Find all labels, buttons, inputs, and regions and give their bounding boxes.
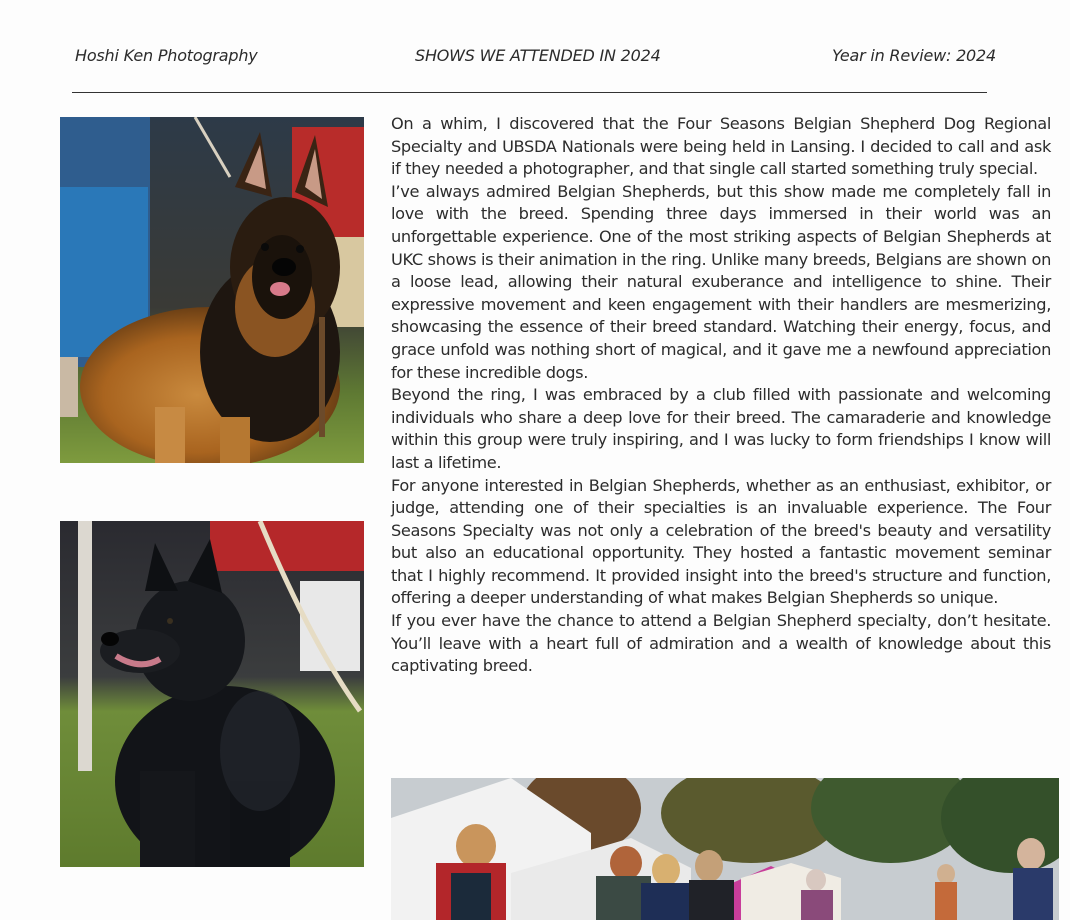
header-site-name: Hoshi Ken Photography xyxy=(75,46,258,65)
article-body xyxy=(391,113,1051,678)
article-paragraph-5: If you ever have the chance to attend a Belgian Shepherd specialty, don’t hesitate. You’ll leave with a heart full of admiration and a wealth of knowledge about this captivating breed. xyxy=(391,611,1051,676)
tervuren-photo xyxy=(60,117,364,463)
show-grounds-photo xyxy=(391,778,1059,920)
article-paragraph-1: On a whim, I discovered that the Four Seasons Belgian Shepherd Dog Regional Specialty and UBSDA Nationals were being held in Lansing. I decided to call and ask if they needed a photographer, and that single call started something truly special. xyxy=(391,114,1051,179)
header-divider xyxy=(72,92,987,93)
article-paragraph-3: Beyond the ring, I was embraced by a club filled with passionate and welcoming individuals who share a deep love for their breed. The camaraderie and knowledge within this group were truly inspiring, and I was lucky to form friendships I know will last a lifetime. xyxy=(391,385,1051,472)
header-section-title: SHOWS WE ATTENDED IN 2024 xyxy=(415,46,661,65)
header-issue-label: Year in Review: 2024 xyxy=(832,46,997,65)
groenendael-photo xyxy=(60,521,364,867)
article-paragraph-4: For anyone interested in Belgian Shepherds, whether as an enthusiast, exhibitor, or judge, attending one of their specialties is an invaluable experience. The Four Seasons Specialty was not only a celebration of the breed's beauty and versatility but also an educational opportunity. They hosted a fantastic movement seminar that I highly recommend. It provided insight into the breed's structure and function, offering a deeper understanding of what makes Belgian Shepherds so unique. xyxy=(391,475,1051,608)
article-paragraph-2: I’ve always admired Belgian Shepherds, but this show made me completely fall in love with the breed. Spending three days immersed in their world was an unforgettable experience. One of the most striking aspects of Belgian Shepherds at UKC shows is their animation in the ring. Unlike many breeds, Belgians are shown on a loose lead, allowing their natural exuberance and intelligence to shine. Their expressive movement and keen engagement with their handlers are mesmerizing, showcasing the essence of their breed standard. Watching their energy, focus, and grace unfold was nothing short of magical, and it gave me a newfound appreciation for these incredible dogs. xyxy=(391,181,1051,382)
